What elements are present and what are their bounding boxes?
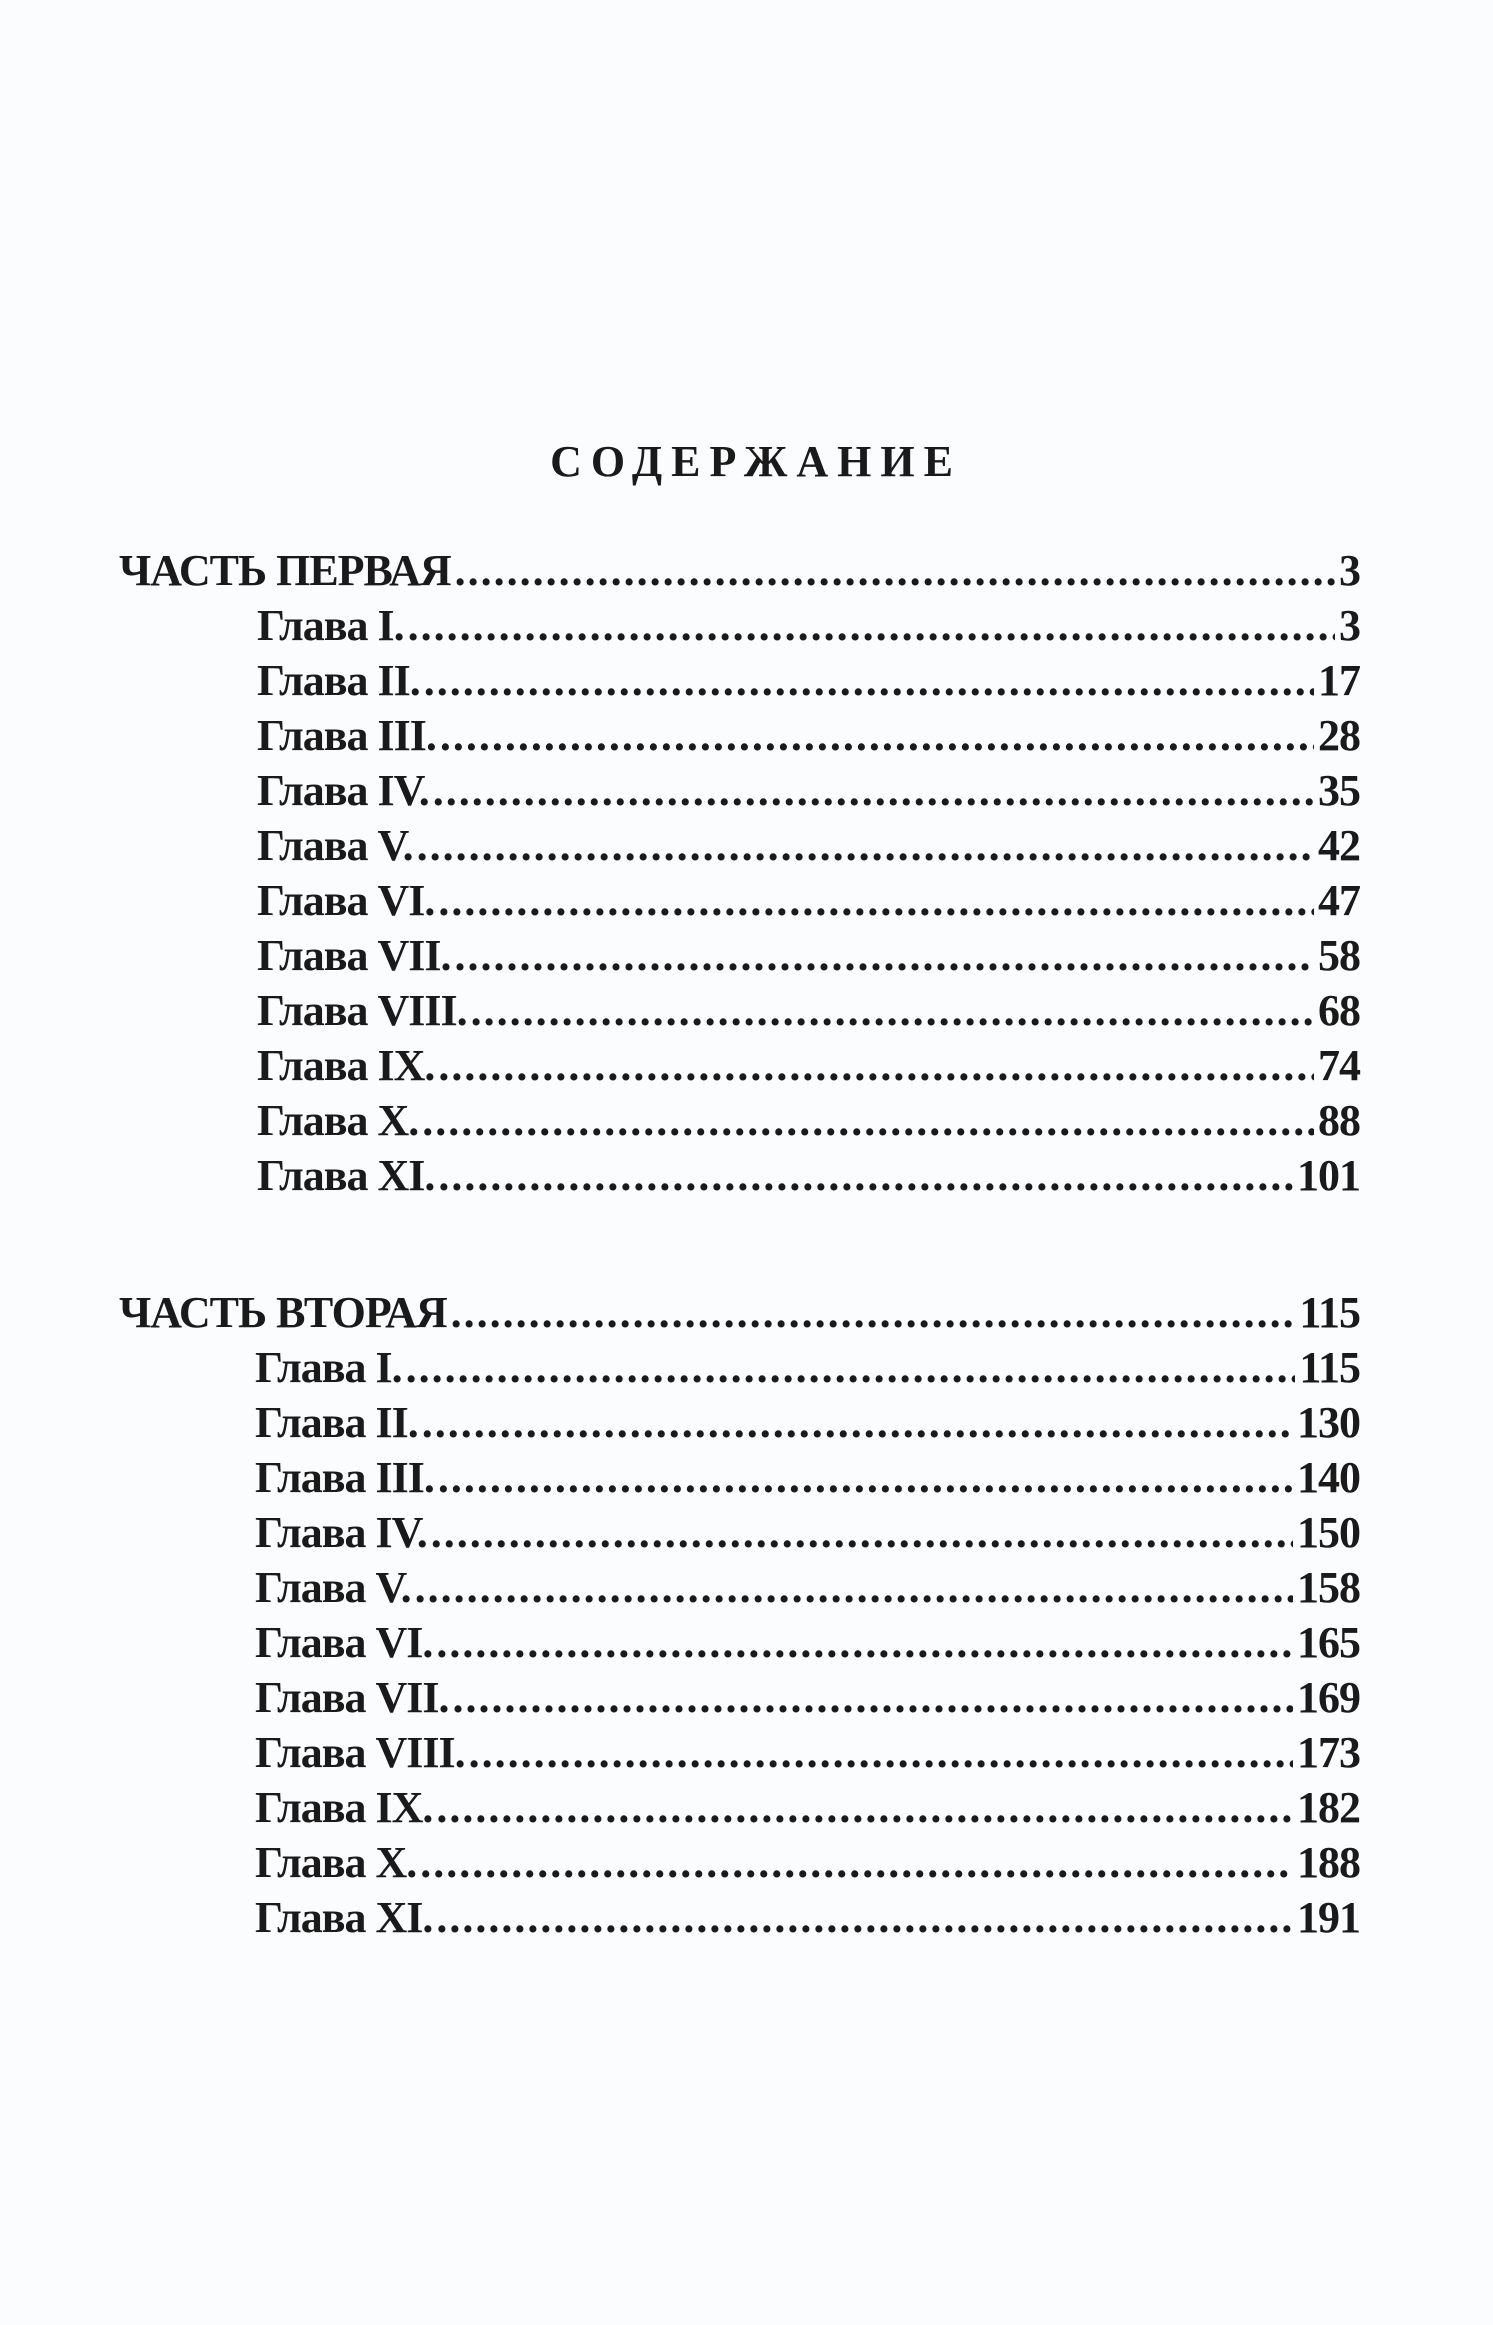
page-number: 28	[1318, 711, 1360, 760]
toc-chapter-entry	[119, 1340, 1360, 1395]
dot-leader	[471, 983, 1314, 1038]
dot-leader	[420, 1835, 1293, 1890]
toc-chapter-entry	[119, 873, 1360, 928]
dot-leader	[406, 1340, 1296, 1395]
toc-chapter-entry	[119, 1395, 1360, 1450]
page-number: 115	[1299, 1343, 1360, 1392]
toc-label: Глава I.	[255, 1343, 402, 1392]
toc-label: Глава IX.	[255, 1783, 433, 1832]
toc-label: Глава V.	[257, 821, 413, 870]
page-number: 158	[1297, 1563, 1360, 1612]
page-number: 17	[1318, 656, 1360, 705]
toc-label: ЧАСТЬ ПЕРВАЯ	[119, 546, 451, 595]
dot-leader	[431, 1505, 1293, 1560]
page-number: 173	[1297, 1728, 1360, 1777]
toc-part-2	[119, 1285, 1360, 1945]
toc-chapter-entry	[119, 1560, 1360, 1615]
dot-leader	[438, 1148, 1293, 1203]
dot-leader	[455, 928, 1315, 983]
page-number: 191	[1297, 1893, 1360, 1942]
toc-chapter-entry	[119, 1890, 1360, 1945]
toc-chapter-entry	[119, 708, 1360, 763]
dot-leader	[433, 763, 1314, 818]
dot-leader	[408, 598, 1335, 653]
dot-leader	[436, 1780, 1293, 1835]
page-number: 165	[1297, 1618, 1360, 1667]
toc-chapter-entry	[119, 1505, 1360, 1560]
page-number: 169	[1297, 1673, 1360, 1722]
toc-label: Глава X.	[255, 1838, 417, 1887]
toc-label: Глава III.	[255, 1453, 434, 1502]
toc-label: Глава IV.	[257, 766, 429, 815]
dot-leader	[453, 1670, 1294, 1725]
page-number: 182	[1297, 1783, 1360, 1832]
toc-chapter-entry	[119, 1670, 1360, 1725]
toc-part-1	[119, 543, 1360, 1203]
page-number: 47	[1318, 876, 1360, 925]
toc-label: Глава V.	[255, 1563, 411, 1612]
page-number: 58	[1318, 931, 1360, 980]
toc-label: Глава II.	[255, 1398, 418, 1447]
toc-label: Глава VIII.	[255, 1728, 465, 1777]
dot-leader	[417, 818, 1314, 873]
toc-part-heading	[119, 1285, 1360, 1340]
page-number: 35	[1318, 766, 1360, 815]
toc-label: ЧАСТЬ ВТОРАЯ	[119, 1288, 447, 1337]
toc-label: Глава XI.	[257, 1151, 435, 1200]
toc-label: Глава VII.	[257, 931, 451, 980]
page-number: 74	[1318, 1041, 1360, 1090]
toc-label: Глава I.	[257, 601, 404, 650]
dot-leader	[422, 1093, 1314, 1148]
page-number: 88	[1318, 1096, 1360, 1145]
toc-label: Глава VII.	[255, 1673, 449, 1722]
page-number: 188	[1297, 1838, 1360, 1887]
page-number: 42	[1318, 821, 1360, 870]
toc-label: Глава VI.	[255, 1618, 433, 1667]
toc-label: Глава VI.	[257, 876, 435, 925]
toc-chapter-entry	[119, 818, 1360, 873]
toc-chapter-entry	[119, 1835, 1360, 1890]
toc-chapter-entry	[119, 1725, 1360, 1780]
page-number: 115	[1299, 1288, 1360, 1337]
page-number: 150	[1297, 1508, 1360, 1557]
dot-leader	[438, 873, 1314, 928]
toc-chapter-entry	[119, 928, 1360, 983]
dot-leader	[455, 543, 1335, 598]
toc-chapter-entry	[119, 763, 1360, 818]
toc-part-heading	[119, 543, 1360, 598]
dot-leader	[415, 1560, 1293, 1615]
page-number: 68	[1318, 986, 1360, 1035]
page-number: 3	[1339, 546, 1360, 595]
toc-label: Глава II.	[257, 656, 420, 705]
dot-leader	[469, 1725, 1293, 1780]
toc-label: Глава IX.	[257, 1041, 435, 1090]
toc-chapter-entry	[119, 1780, 1360, 1835]
toc-chapter-entry	[119, 1615, 1360, 1670]
dot-leader	[438, 1450, 1293, 1505]
dot-leader	[422, 1395, 1293, 1450]
toc-label: Глава III.	[257, 711, 436, 760]
toc-chapter-entry	[119, 1093, 1360, 1148]
toc-chapter-entry	[119, 1148, 1360, 1203]
toc-chapter-entry	[119, 1450, 1360, 1505]
page-title: СОДЕРЖАНИЕ	[550, 437, 962, 486]
toc-chapter-entry	[119, 1038, 1360, 1093]
toc-label: Глава IV.	[255, 1508, 427, 1557]
toc-chapter-entry	[119, 653, 1360, 708]
dot-leader	[440, 708, 1314, 763]
toc-label: Глава XI.	[255, 1893, 433, 1942]
page-number: 3	[1339, 601, 1360, 650]
dot-leader	[424, 653, 1314, 708]
dot-leader	[436, 1615, 1293, 1670]
toc-chapter-entry	[119, 598, 1360, 653]
page-number: 140	[1297, 1453, 1360, 1502]
page-number: 101	[1297, 1151, 1360, 1200]
toc-label: Глава VIII.	[257, 986, 467, 1035]
dot-leader	[451, 1285, 1296, 1340]
page-number: 130	[1297, 1398, 1360, 1447]
toc-chapter-entry	[119, 983, 1360, 1038]
dot-leader	[438, 1038, 1314, 1093]
toc-label: Глава X.	[257, 1096, 419, 1145]
dot-leader	[436, 1890, 1293, 1945]
